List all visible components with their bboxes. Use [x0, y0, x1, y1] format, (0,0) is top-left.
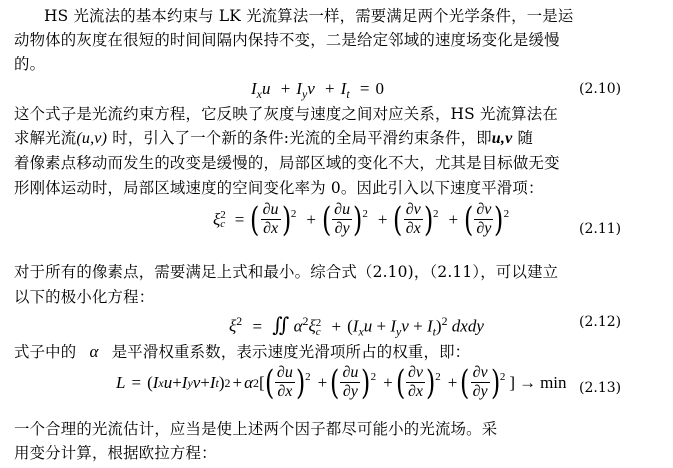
equation-number-2-11: (2.11)	[579, 221, 622, 237]
equation-2-10: $I_xu + I_yv + I_t = 0$	[251, 79, 384, 102]
paragraph-5-line-1: 一个合理的光流估计，应当是使上述两个因子都尽可能小的光流场。采	[14, 420, 498, 438]
paragraph-1-line-2: 动物体的灰度在很短的时间间隔内保持不变，二是给定邻域的速度场变化是缓慢	[14, 31, 560, 49]
equation-2-12: $\xi^2$ = ∬ $\alpha^2\xi$ 2 c + $(I_xu + I_yv + I_t)^2$ dxdy	[229, 314, 484, 339]
equation-2-13: L = ( I x u + I y v + I t ) 2 + α 2 [ ( $\frac{\partial u}{\partial x}$ ) 2 + ( $\frac{\partial u}{\partial y}$ ) 2 + ( $\frac{\partial v}{\partial x}$ ) 2 + ( $\frac{\partial v}{\partial y}$ ) 2 ] → min	[116, 362, 567, 403]
equation-2-11: ξ 2 c = ( $\frac{\partial u}{\partial x}$ ) 2 + ( $\frac{\partial u}{\partial y}$ ) 2 + ( $\frac{\partial v}{\partial x}$ ) 2 + ( $\frac{\partial v}{\partial y}$ ) 2	[213, 199, 510, 240]
equation-number-2-12: (2.12)	[579, 314, 622, 330]
paragraph-1-line-1: HS 光流法的基本约束与 LK 光流算法一样，需要满足两个光学条件，一是运	[44, 7, 574, 25]
paragraph-2-line-3: 着像素点移动而发生的改变是缓慢的，局部区域的变化不大，尤其是目标做无变	[14, 154, 560, 172]
paragraph-2-line-2: 求解光流(u,v) 时，引入了一个新的条件:光流的全局平滑约束条件，即u,v 随	[14, 129, 534, 147]
paragraph-2-line-1: 这个式子是光流约束方程，它反映了灰度与速度之间对应关系，HS 光流算法在	[14, 105, 558, 123]
equation-number-2-13: (2.13)	[579, 380, 622, 396]
paragraph-4-line-1: 式子中的 α 是平滑权重系数，表示速度光滑项所占的权重，即：	[14, 342, 471, 361]
equation-number-2-10: (2.10)	[579, 81, 622, 97]
paragraph-5-line-2: 用变分计算，根据欧拉方程：	[14, 444, 217, 462]
paragraph-3-line-1: 对于所有的像素点，需要满足上式和最小。综合式（2.10)，（2.11），可以建立	[14, 263, 559, 281]
paragraph-1-line-3: 的。	[14, 55, 46, 73]
paragraph-2-line-4: 形刚体运动时，局部区域速度的空间变化率为 0。因此引入以下速度平滑项：	[14, 179, 544, 197]
paragraph-3-line-2: 以下的极小化方程：	[14, 288, 155, 306]
